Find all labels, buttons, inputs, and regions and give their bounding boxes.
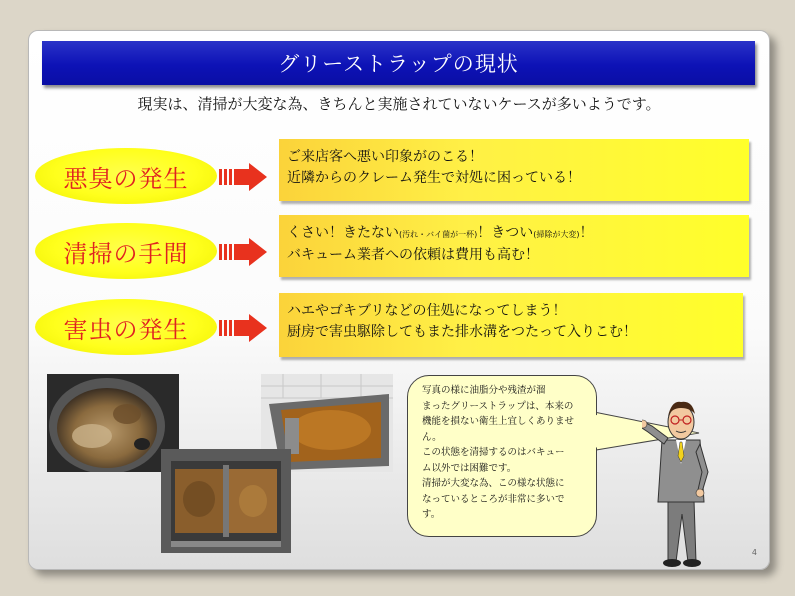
callout-line: まったグリーストラップは、本来の bbox=[422, 400, 574, 412]
description-line: ご来店客へ悪い印象がのこる！ bbox=[287, 149, 483, 165]
callout-line: 清掃が大変な為、この様な状態に bbox=[422, 478, 565, 489]
callout-line: 機能を損ない衛生上宜しくありません。 bbox=[422, 416, 575, 443]
callout-line: この状態を清掃するのはバキュー bbox=[422, 447, 565, 458]
presenter-man-icon bbox=[642, 392, 720, 568]
slide-subtitle: 現実は、清掃が大変な為、きちんと実施されていないケースが多いようです。 bbox=[137, 95, 661, 113]
callout-line: 写真の様に油脂分や残渣が溜 bbox=[422, 385, 546, 396]
description-note: (汚れ・バイ菌が一杯) bbox=[399, 230, 478, 239]
description-note: (掃除が大変) bbox=[533, 230, 580, 239]
description-line: ハエやゴキブリなどの住処になってしまう！ bbox=[287, 303, 567, 319]
description-text: ！ bbox=[579, 225, 594, 241]
oval-label-odor: 悪臭の発生 bbox=[35, 148, 217, 204]
page-number: 4 bbox=[751, 548, 757, 557]
description-text: ！きつい bbox=[477, 225, 534, 241]
description-line: バキューム業者への依頼は費用も高む！ bbox=[287, 247, 539, 263]
callout-line: ム以外では困難です。 bbox=[422, 462, 517, 474]
oval-label-pests: 害虫の発生 bbox=[35, 299, 217, 355]
oval-label-cleaning: 清掃の手間 bbox=[35, 223, 217, 279]
description-text: くさい！きたない bbox=[287, 225, 399, 241]
description-line: 厨房で害虫駆除してもまた排水溝をつたって入りこむ！ bbox=[287, 324, 637, 340]
callout-line: す。 bbox=[422, 509, 441, 520]
slide-title: グリーストラップの現状 bbox=[278, 52, 519, 76]
description-line: 近隣からのクレーム発生で対処に困っている！ bbox=[287, 170, 581, 186]
callout-line: なっているところが非常に多いで bbox=[422, 493, 565, 505]
